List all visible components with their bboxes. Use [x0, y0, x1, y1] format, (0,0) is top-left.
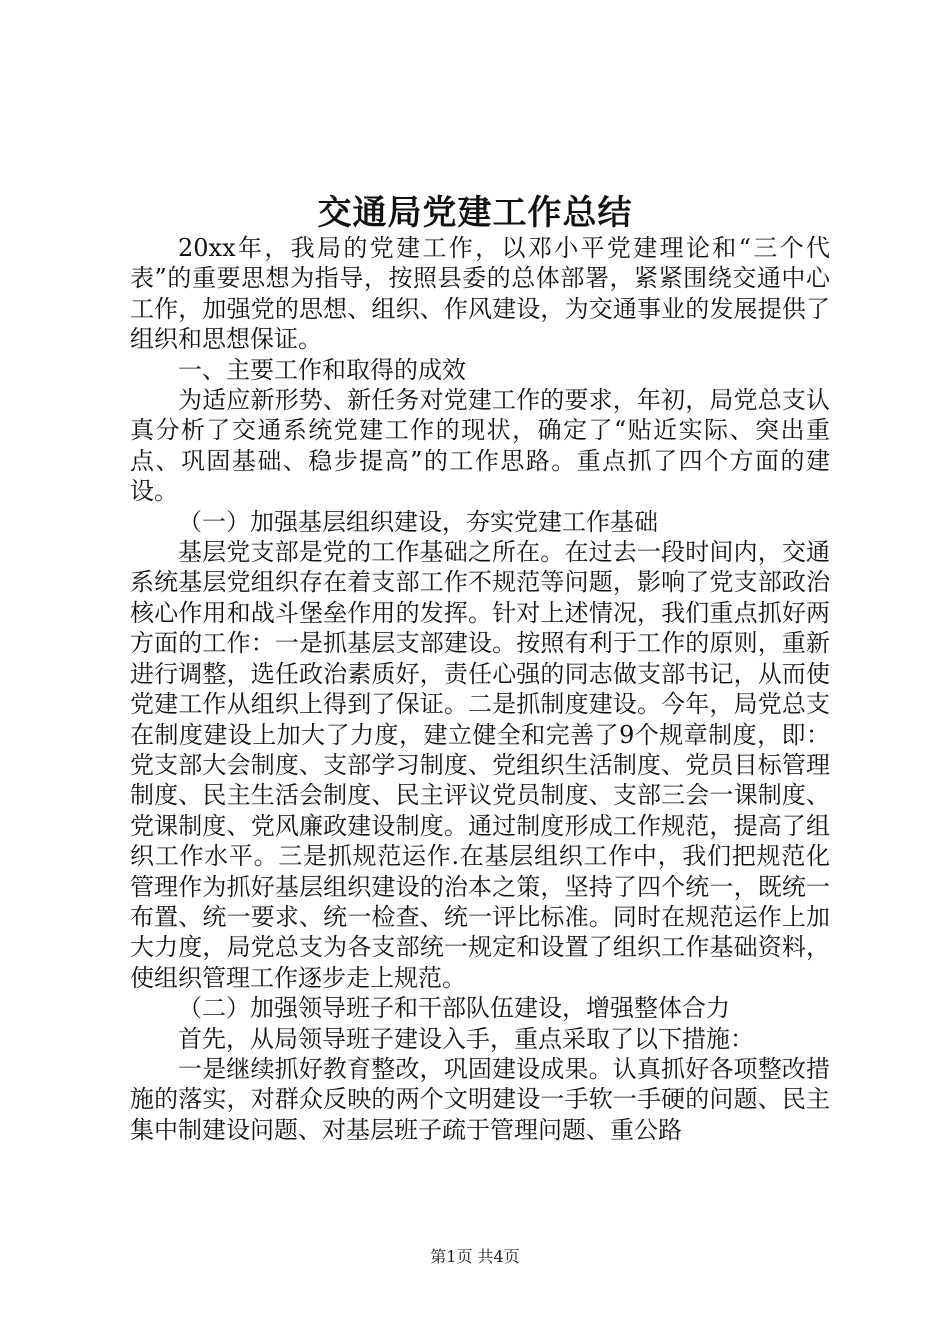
paragraph-grassroots: 基层党支部是党的工作基础之所在。在过去一段时间内，交通系统基层党组织存在着支部工作不规范等问题，影响了党支部政治核心作用和战斗堡垒作用的发挥。针对上述情况，我们重点抓好两方面的工作：一是抓基层支部建设。按照有利于工作的原则，重新进行调整，选任政治素质好，责任心强的同志做支部书记，从而使党建工作从组织上得到了保证。二是抓制度建设。今年，局党总支在制度建设上加大了力度，建立健全和完善了9个规章制度，即：党支部大会制度、支部学习制度、党组织生活制度、党员目标管理制度、民主生活会制度、民主评议党员制度、支部三会一课制度、党课制度、党风廉政建设制度。通过制度形成工作规范，提高了组织工作水平。三是抓规范运作.在基层组织工作中，我们把规范化管理作为抓好基层组织建设的治本之策，坚持了四个统一，既统一布置、统一要求、统一检查、统一评比标准。同时在规范运作上加大力度，局党总支为各支部统一规定和设置了组织工作基础资料，使组织管理工作逐步走上规范。 — [130, 538, 830, 992]
paragraph-overview: 为适应新形势、新任务对党建工作的要求，年初，局党总支认真分析了交通系统党建工作的现状，确定了“贴近实际、突出重点、巩固基础、稳步提高”的工作思路。重点抓了四个方面的建设。 — [130, 386, 830, 506]
subsection-heading-2: （二）加强领导班子和干部队伍建设，增强整体合力 — [178, 994, 730, 1023]
paragraph-measure-1: 一是继续抓好教育整改，巩固建设成果。认真抓好各项整改措施的落实，对群众反映的两个文明建设一手软一手硬的问题、民主集中制建设问题、对基层班子疏于管理问题、重公路 — [130, 1054, 830, 1144]
section-heading-1: 一、主要工作和取得的成效 — [178, 355, 466, 384]
paragraph-leadership: 首先，从局领导班子建设入手，重点采取了以下措施： — [178, 1024, 754, 1053]
paragraph-intro: 20xx年，我局的党建工作，以邓小平党建理论和“三个代表”的重要思想为指导，按照县委的总体部署，紧紧围绕交通中心工作，加强党的思想、组织、作风建设，为交通事业的发展提供了组织和思想保证。 — [130, 234, 830, 354]
page-footer: 第1页 共4页 — [430, 1247, 520, 1266]
document-body — [130, 233, 830, 1145]
subsection-heading-1: （一）加强基层组织建设，夯实党建工作基础 — [178, 507, 658, 536]
document-title: 交通局党建工作总结 — [317, 193, 633, 233]
